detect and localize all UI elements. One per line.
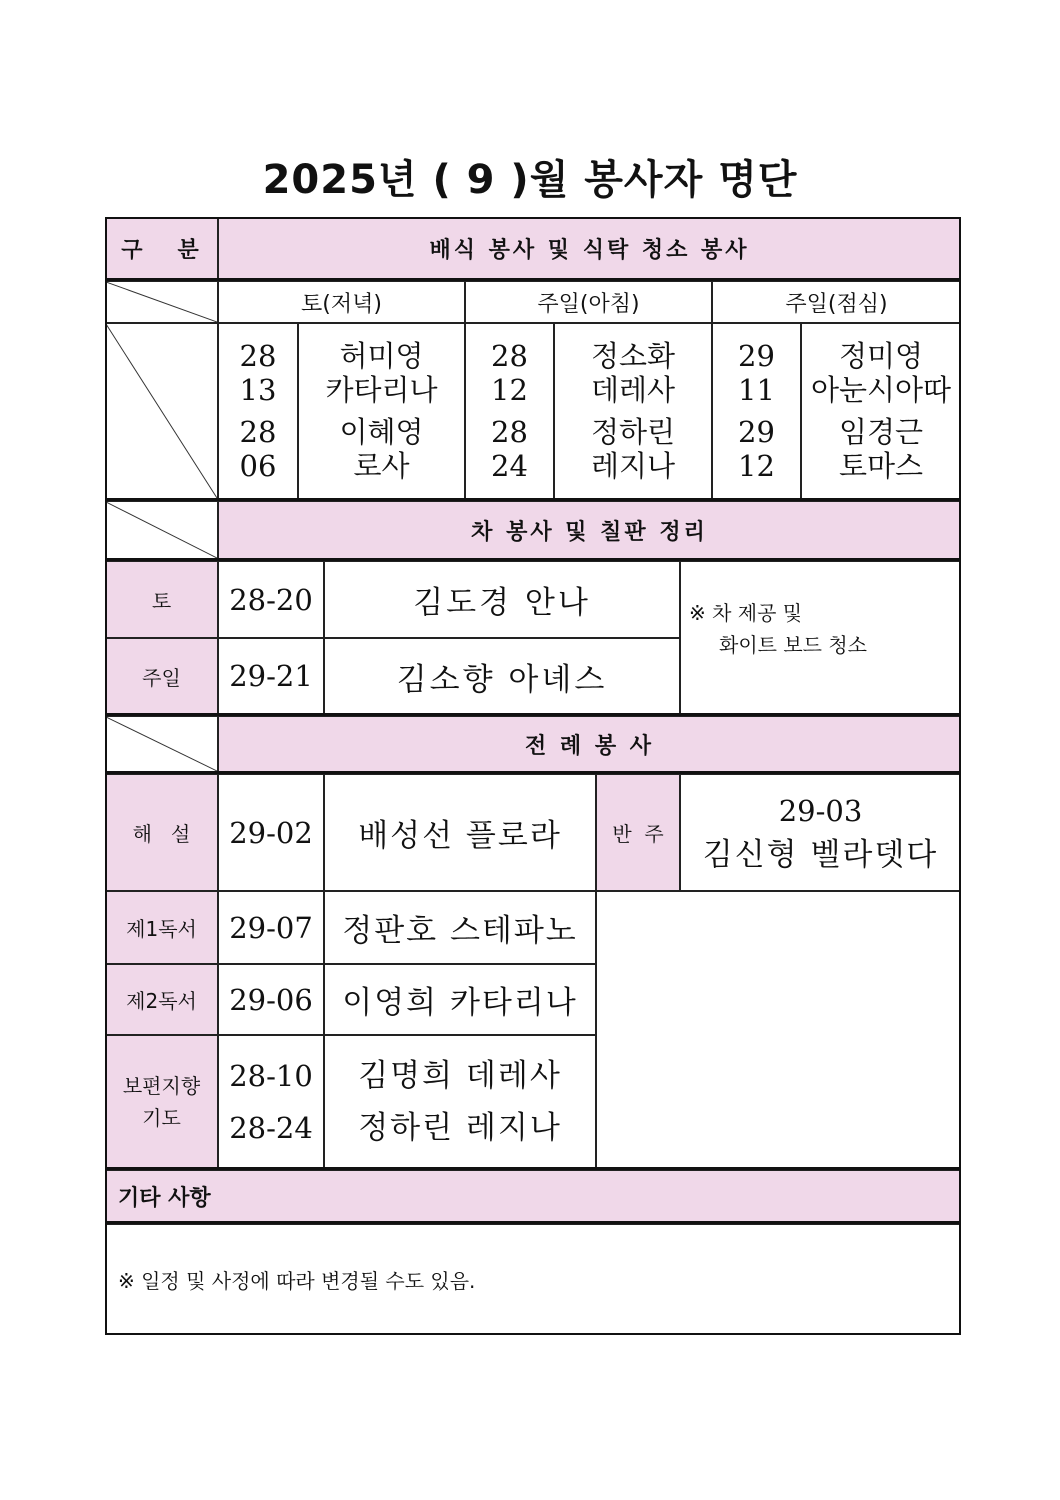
- reading2-code: [218, 964, 324, 1035]
- meal-codes-sun-morning: [465, 323, 554, 499]
- car-row-day-sat: [105, 561, 218, 638]
- name-text: 임경근: [838, 415, 924, 449]
- code-text: 29-07: [229, 910, 313, 945]
- category-header-label: 구 분: [121, 237, 202, 263]
- car-section-header: [218, 501, 961, 559]
- role-label: 해 설: [132, 822, 191, 846]
- code-text: 12: [491, 373, 528, 407]
- meal-section-header: [218, 217, 961, 279]
- name-text: 레지나: [590, 449, 676, 483]
- meal-codes-sun-lunch: [712, 323, 801, 499]
- prayer-codes: [218, 1035, 324, 1168]
- name-text: 이영희 카타리나: [342, 985, 578, 1021]
- prayer-names: [324, 1035, 596, 1168]
- meal-names-sun-morning: [554, 323, 712, 499]
- reading1-name: [324, 891, 596, 964]
- commentary-label: [105, 774, 218, 891]
- name-text: 카타리나: [325, 373, 438, 407]
- day-label: 토: [151, 589, 172, 613]
- name-text: 로사: [353, 449, 410, 483]
- other-note: [105, 1224, 961, 1335]
- car-section-label: 차 봉사 및 칠판 정리: [471, 519, 708, 545]
- diagonal-line: [106, 324, 217, 498]
- code-text: 28: [491, 339, 528, 373]
- name-text: 허미영: [339, 339, 424, 373]
- page-title: 2025년 ( 9 )월 봉사자 명단: [262, 157, 798, 203]
- code-text: 13: [239, 373, 277, 407]
- accompany-cell: [680, 774, 961, 891]
- code-text: 29: [738, 339, 775, 373]
- day-header-label: 토(저녁): [301, 291, 382, 317]
- commentary-code: [218, 774, 324, 891]
- code-text: 29: [738, 415, 775, 449]
- code-text: 28: [239, 339, 277, 373]
- name-text: 김소향 아녜스: [396, 661, 608, 698]
- code-text: 29-02: [229, 815, 313, 850]
- role-label: 보편지향: [122, 1073, 201, 1098]
- code-text: 06: [239, 449, 277, 483]
- blank-diagonal-cell: [105, 323, 218, 499]
- name-text: 정하린 레지나: [358, 1109, 562, 1146]
- car-row-code-sat: [218, 561, 324, 638]
- code-text: 29-21: [229, 659, 313, 693]
- diagonal-line: [106, 717, 217, 771]
- blank-diagonal-cell: [105, 281, 218, 323]
- name-text: 아눈시아따: [810, 373, 952, 407]
- code-text: 11: [738, 373, 775, 407]
- day-label: 주일: [142, 665, 181, 690]
- role-label: 기도: [142, 1105, 181, 1130]
- name-text: 김신형 벨라뎃다: [702, 836, 939, 873]
- code-text: 29-03: [778, 793, 863, 828]
- meal-names-sun-lunch: [801, 323, 961, 499]
- car-row-name-sun: [324, 638, 680, 714]
- code-text: 28: [491, 415, 528, 449]
- code-text: 29-06: [229, 982, 313, 1017]
- note-text: ※ 일정 및 사정에 따라 변경될 수도 있음.: [118, 1269, 476, 1293]
- name-text: 정소화: [590, 339, 676, 373]
- code-text: 28-10: [229, 1058, 313, 1093]
- code-text: 12: [738, 449, 775, 483]
- diagonal-line: [106, 502, 217, 558]
- volunteer-table: [105, 217, 961, 1335]
- other-label: 기타 사항: [118, 1185, 211, 1211]
- liturgy-section-header: [218, 716, 961, 772]
- code-text: 28: [239, 415, 277, 449]
- day-header-sun-lunch: [712, 281, 961, 323]
- name-text: 토마스: [838, 449, 924, 483]
- role-label: 반 주: [612, 822, 664, 846]
- day-header-sun-morning: [465, 281, 712, 323]
- accompany-label: [596, 774, 680, 891]
- car-note: [680, 561, 961, 714]
- name-text: 배성선 플로라: [358, 818, 562, 854]
- name-text: 정미영: [838, 339, 924, 373]
- commentary-name: [324, 774, 596, 891]
- day-header-sat-evening: [218, 281, 465, 323]
- note-text: ※ 차 제공 및: [689, 600, 803, 625]
- day-header-label: 주일(아침): [537, 291, 640, 317]
- name-text: 김명희 데레사: [358, 1057, 562, 1094]
- code-text: 28-20: [229, 582, 313, 617]
- empty-cell: [596, 891, 961, 1168]
- car-row-name-sat: [324, 561, 680, 638]
- name-text: 김도경 안나: [413, 585, 591, 621]
- name-text: 데레사: [590, 373, 676, 407]
- note-text: 화이트 보드 청소: [719, 632, 867, 657]
- reading2-label: [105, 964, 218, 1035]
- meal-section-label: 배식 봉사 및 식탁 청소 봉사: [429, 237, 750, 263]
- role-label: 제2독서: [126, 989, 197, 1013]
- name-text: 정판호 스테파노: [342, 913, 578, 949]
- meal-names-sat: [298, 323, 465, 499]
- name-text: 이혜영: [339, 415, 424, 449]
- role-label: 제1독서: [126, 917, 197, 941]
- day-header-label: 주일(점심): [785, 291, 888, 317]
- name-text: 정하린: [590, 415, 676, 449]
- code-text: 28-24: [229, 1110, 313, 1145]
- prayer-label: [105, 1035, 218, 1168]
- car-row-day-sun: [105, 638, 218, 714]
- reading1-label: [105, 891, 218, 964]
- diagonal-line: [106, 282, 217, 322]
- meal-codes-sat: [218, 323, 298, 499]
- category-header: [105, 217, 218, 279]
- liturgy-section-label: 전 례 봉 사: [525, 733, 654, 759]
- code-text: 24: [491, 449, 528, 483]
- car-row-code-sun: [218, 638, 324, 714]
- blank-diagonal-cell: [105, 716, 218, 772]
- reading1-code: [218, 891, 324, 964]
- blank-diagonal-cell: [105, 501, 218, 559]
- reading2-name: [324, 964, 596, 1035]
- other-header: [105, 1170, 961, 1222]
